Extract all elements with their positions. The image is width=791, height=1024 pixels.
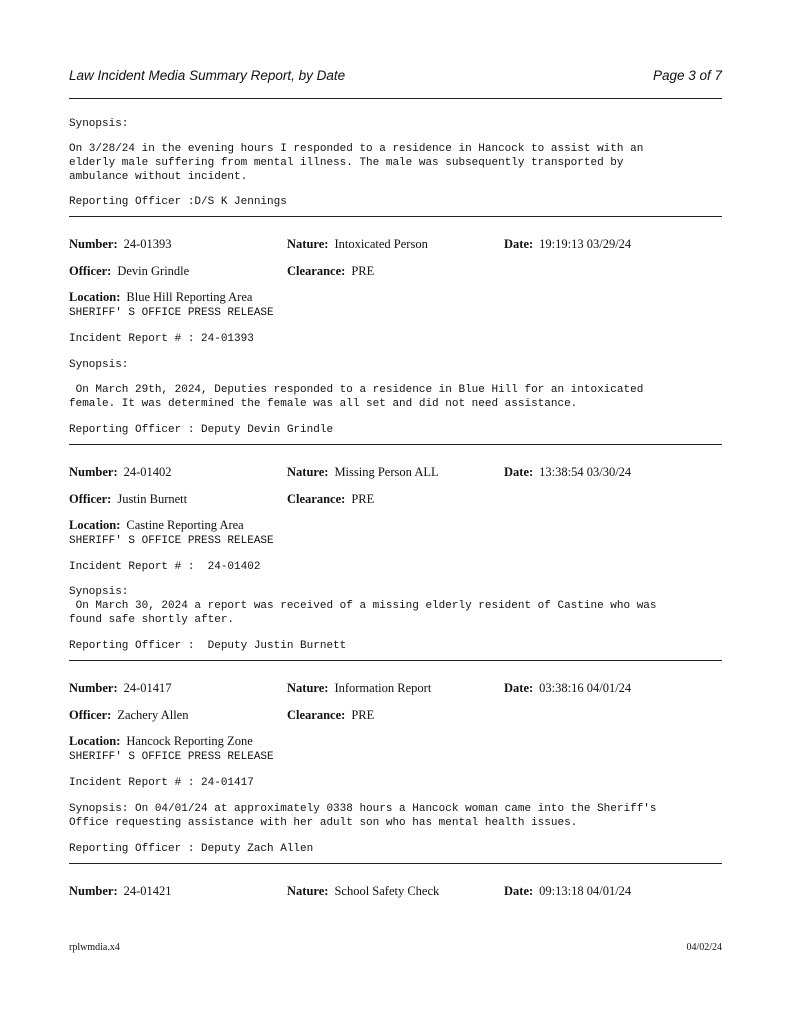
- press-release-label: SHERIFF' S OFFICE PRESS RELEASE: [69, 751, 274, 763]
- incident-report-number: Incident Report # : 24-01402: [69, 561, 261, 573]
- incident-location: Location: Hancock Reporting Zone: [69, 734, 253, 748]
- incident-nature: Nature: Intoxicated Person: [287, 237, 428, 251]
- incident-clearance: Clearance: PRE: [287, 264, 375, 278]
- report-title: Law Incident Media Summary Report, by Date: [69, 68, 346, 83]
- incident-officer: Officer: Zachery Allen: [69, 708, 189, 722]
- press-release-label: SHERIFF' S OFFICE PRESS RELEASE: [69, 535, 274, 547]
- divider: [69, 444, 722, 445]
- footer-report-id: rplwmdia.x4: [69, 942, 120, 953]
- incident-location: Location: Blue Hill Reporting Area: [69, 290, 253, 304]
- incident-report-number: Incident Report # : 24-01417: [69, 777, 254, 789]
- synopsis-label: Synopsis:: [69, 118, 129, 130]
- footer-date: 04/02/24: [686, 942, 722, 953]
- synopsis-text: Synopsis: On 04/01/24 at approximately 0338 hours a Hancock woman came into the Sheriff's Office requesting assistance with her adult son who has mental health issues.: [69, 803, 657, 829]
- divider: [69, 863, 722, 864]
- divider: [69, 98, 722, 99]
- incident-nature: Nature: School Safety Check: [287, 884, 440, 898]
- incident-clearance: Clearance: PRE: [287, 708, 375, 722]
- synopsis-text: Synopsis: On March 30, 2024 a report was received of a missing elderly resident of Castine who was found safe shortly after.: [69, 586, 657, 626]
- incident-report-number: Incident Report # : 24-01393: [69, 333, 254, 345]
- incident-officer: Officer: Justin Burnett: [69, 492, 188, 506]
- incident-date: Date: 19:19:13 03/29/24: [504, 237, 632, 251]
- incident-date: Date: 03:38:16 04/01/24: [504, 681, 632, 695]
- incident-nature: Nature: Information Report: [287, 681, 432, 695]
- incident-location: Location: Castine Reporting Area: [69, 518, 244, 532]
- incident-number: Number: 24-01417: [69, 681, 172, 695]
- reporting-officer: Reporting Officer : Deputy Devin Grindle: [69, 424, 334, 436]
- incident-number: Number: 24-01393: [69, 237, 172, 251]
- incident-date: Date: 13:38:54 03/30/24: [504, 465, 632, 479]
- incident-number: Number: 24-01421: [69, 884, 172, 898]
- incident-officer: Officer: Devin Grindle: [69, 264, 190, 278]
- page-number: Page 3 of 7: [652, 68, 722, 83]
- reporting-officer: Reporting Officer : Deputy Zach Allen: [69, 843, 314, 855]
- synopsis-label: Synopsis:: [69, 359, 129, 371]
- incident-number: Number: 24-01402: [69, 465, 172, 479]
- press-release-label: SHERIFF' S OFFICE PRESS RELEASE: [69, 307, 274, 319]
- incident-clearance: Clearance: PRE: [287, 492, 375, 506]
- reporting-officer: Reporting Officer : Deputy Justin Burnett: [69, 640, 347, 652]
- synopsis-text: On 3/28/24 in the evening hours I responded to a residence in Hancock to assist with an elderly male suffering from mental illness. The male was subsequently transported by ambulance without incident.: [69, 143, 644, 183]
- incident-nature: Nature: Missing Person ALL: [287, 465, 439, 479]
- divider: [69, 216, 722, 217]
- reporting-officer: Reporting Officer :D/S K Jennings: [69, 196, 287, 208]
- incident-date: Date: 09:13:18 04/01/24: [504, 884, 632, 898]
- synopsis-text: On March 29th, 2024, Deputies responded to a residence in Blue Hill for an intoxicated female. It was determined the female was all set and did not need assistance.: [69, 384, 644, 410]
- divider: [69, 660, 722, 661]
